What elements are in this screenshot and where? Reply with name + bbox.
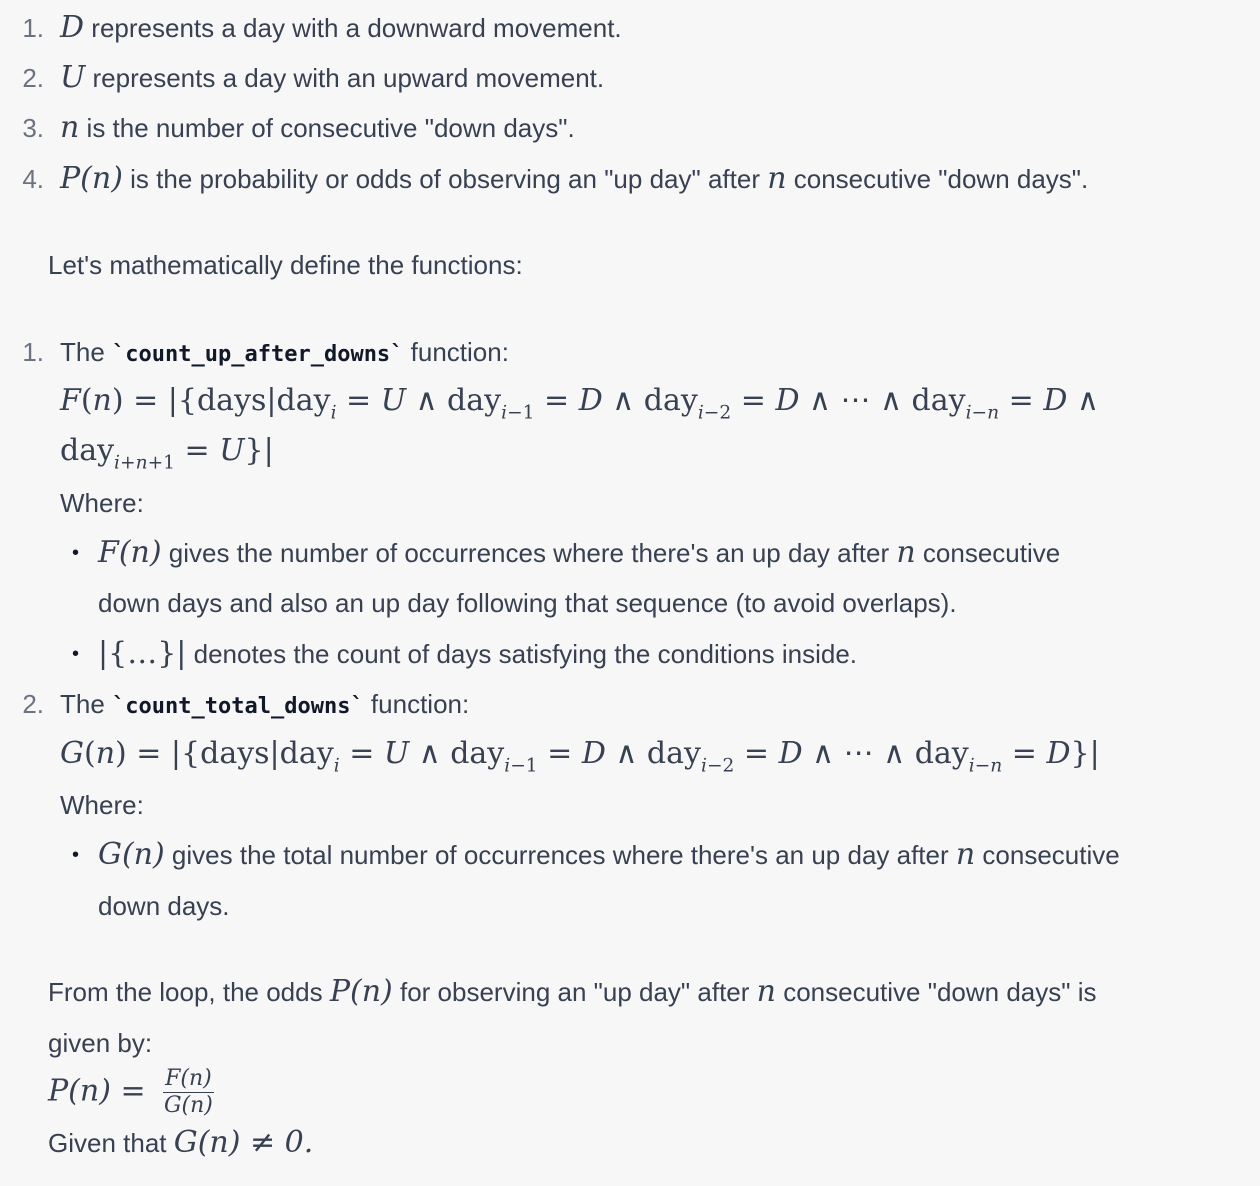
where-label: Where: <box>60 488 144 518</box>
label-text: function: <box>403 337 509 367</box>
formula-p <box>48 1066 214 1119</box>
bullet-icon: • <box>72 844 80 866</box>
formula-f-line2: day$_{i+n+1}$ = U}| <box>60 433 274 474</box>
bullet-icon: • <box>72 542 80 564</box>
label-text: The <box>60 337 113 367</box>
math-symbol: F(n) <box>98 535 162 570</box>
math-symbol: D <box>60 10 85 45</box>
bullet-text: consecutive <box>915 538 1061 568</box>
bullet-text: consecutive <box>975 840 1120 870</box>
where-label: Where: <box>60 790 144 820</box>
conclusion-text: for observing an "up day" after <box>392 977 757 1007</box>
bullet-item-continuation: down days. <box>98 891 230 921</box>
function-name: `count_up_after_downs` <box>112 342 404 367</box>
list-number: 1. <box>22 337 44 367</box>
intro-paragraph: Let's mathematically define the functions: <box>48 250 523 280</box>
label-text: The <box>60 689 113 719</box>
bullet-text: gives the total number of occurrences where there's an up day after <box>164 840 956 870</box>
conclusion-text: consecutive "down days" is <box>775 977 1097 1007</box>
math-symbol: P(n) <box>60 161 123 196</box>
bullet-text: denotes the count of days satisfying the conditions inside. <box>186 639 858 669</box>
formula-lhs: P(n) = <box>48 1073 146 1109</box>
definition-text: consecutive "down days". <box>786 164 1089 194</box>
list-number: 2. <box>22 63 44 93</box>
definition-text: is the probability or odds of observing an "up day" after <box>122 164 768 194</box>
list-number: 4. <box>22 164 44 194</box>
bullet-text: gives the number of occurrences where there's an up day after <box>161 538 897 568</box>
formula-f-line1: F(n) = |{days|day$_i$ = U ∧ day$_{i-1}$ = D ∧ day$_{i-2}$ = D ∧ ⋯ ∧ day$_{i-n}$ = D ∧ <box>60 383 1099 424</box>
math-symbol: n <box>955 837 976 872</box>
math-symbol: n <box>896 535 916 570</box>
math-symbol: G(n) ≠ 0. <box>173 1125 314 1160</box>
conclusion-paragraph <box>48 967 1096 1017</box>
bullet-icon: • <box>72 643 80 665</box>
bullet-item <box>98 629 857 679</box>
math-symbol: |{…}| <box>98 636 187 671</box>
bullet-item-continuation: down days and also an up day following that sequence (to avoid overlaps). <box>98 588 957 618</box>
bullet-item <box>98 830 1120 880</box>
list-number: 1. <box>22 13 44 43</box>
condition-text: Given that <box>48 1128 174 1158</box>
label-text: function: <box>363 689 470 719</box>
conclusion-line2: given by: <box>48 1028 153 1058</box>
fraction-numerator: F(n) <box>165 1066 212 1091</box>
math-symbol: n <box>60 110 80 145</box>
math-symbol: n <box>756 974 776 1009</box>
fraction <box>163 1066 214 1119</box>
list-number: 2. <box>22 689 44 719</box>
condition-line <box>48 1118 313 1168</box>
definition-text: represents a day with a downward movement. <box>84 13 622 43</box>
math-symbol: G(n) <box>98 837 165 872</box>
conclusion-text: From the loop, the odds <box>48 977 330 1007</box>
fraction-denominator: G(n) <box>163 1093 213 1118</box>
definition-text: represents a day with an upward movement. <box>85 63 605 93</box>
list-number: 3. <box>22 113 44 143</box>
formula-g: G(n) = |{days|day$_i$ = U ∧ day$_{i-1}$ = D ∧ day$_{i-2}$ = D ∧ ⋯ ∧ day$_{i-n}$ = D}| <box>60 736 1100 777</box>
math-symbol: P(n) <box>329 974 393 1009</box>
definition-text: is the number of consecutive "down days". <box>79 113 575 143</box>
bullet-item <box>98 528 1060 578</box>
function-name: `count_total_downs` <box>112 694 364 719</box>
math-symbol: n <box>767 161 787 196</box>
math-symbol: U <box>60 60 86 95</box>
